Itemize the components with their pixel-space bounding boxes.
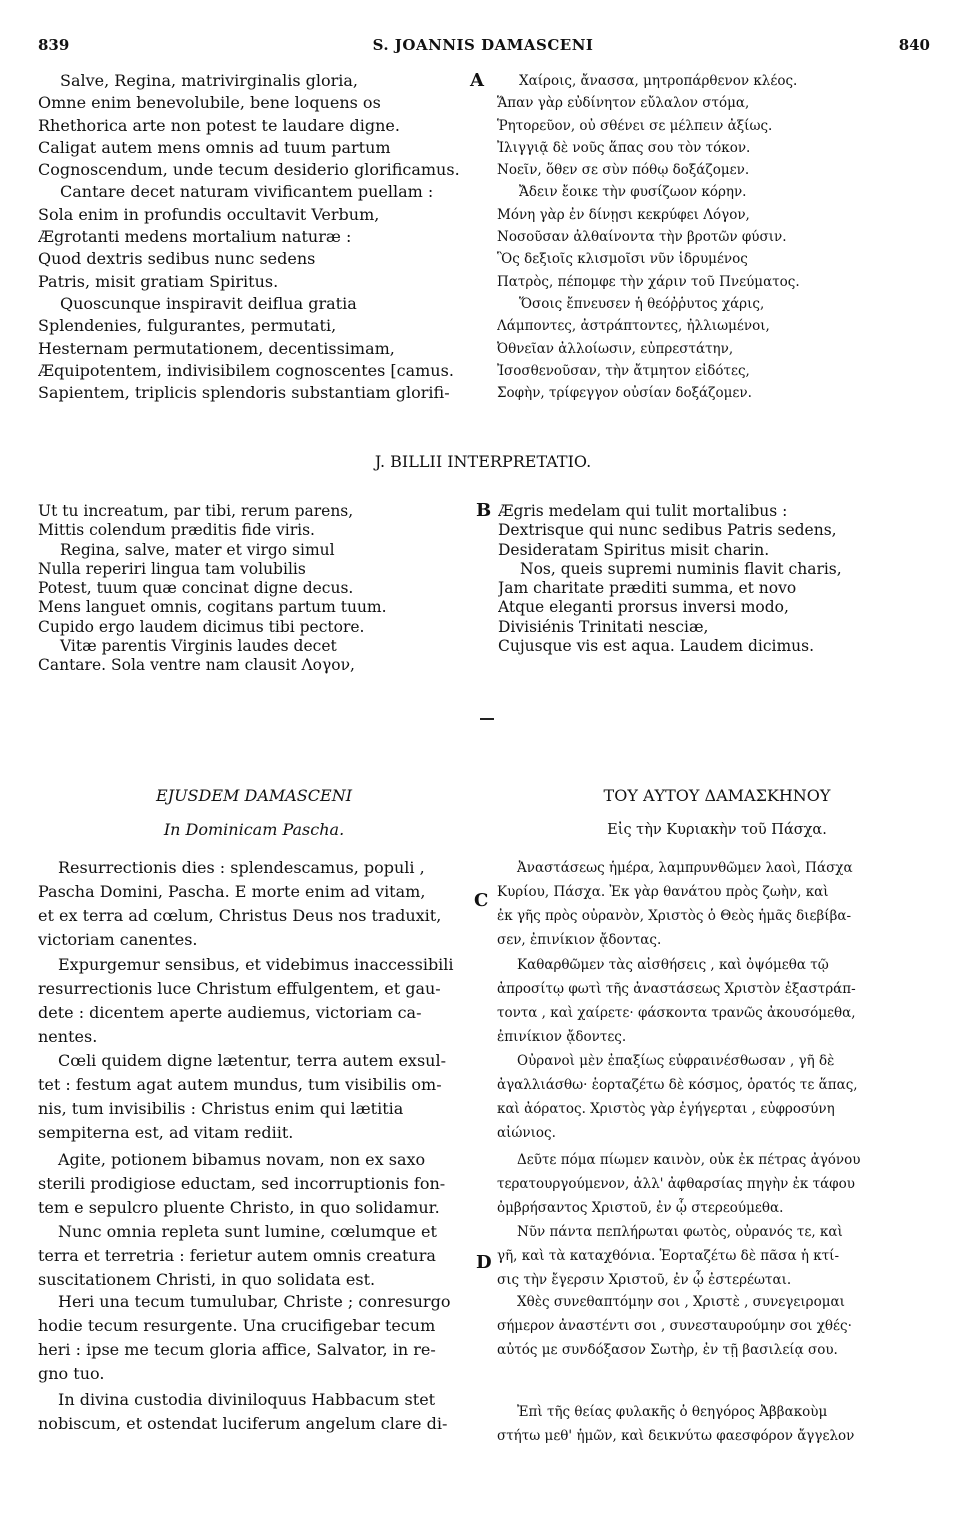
text-line: Οὐρανοὶ μὲν ἐπαξίως εὐφραινέσθωσαν , γῆ δὲ — [517, 1053, 835, 1069]
verse-line: Sola enim in profundis occultavit Verbum, — [38, 204, 380, 224]
latin-paragraph-6 — [38, 1290, 470, 1386]
latin-verse — [38, 70, 470, 404]
verse-line: Potest, tuum quæ concinat digne decus. — [38, 579, 354, 598]
verse-line: Νοεῖν, ὅθεν σε σὺν πόθῳ δοξάζομεν. — [497, 162, 750, 179]
verse-line: Caligat autem mens omnis ad tuum partum — [38, 137, 391, 157]
text-line: Pascha Domini, Pascha. E morte enim ad vitam, — [38, 882, 426, 901]
latin-paragraph-1 — [38, 856, 470, 952]
text-line: ἀπροσίτῳ φωτὶ τῆς ἀναστάσεως Χριστὸν ἐξαστράπ- — [497, 981, 856, 997]
verse-line: Ἰσοσθενοῦσαν, τὴν ἄτμητον εἰδότες, — [497, 362, 750, 379]
verse-line: Quod dextris sedibus nunc sedens — [38, 249, 316, 269]
text-line: tem e sepulcro pluente Christo, in quo solidamur. — [38, 1198, 440, 1217]
right-page-number: 840 — [898, 36, 930, 54]
text-line: στήτω μεθ' ἡμῶν, καὶ δεικνύτω φαεσφόρον ἄγγελον — [497, 1428, 855, 1444]
verse-line: Πατρὸς, πέπομφε τὴν χάριν τοῦ Πνεύματος. — [497, 273, 800, 290]
text-line: Χθὲς συνεθαπτόμην σοι , Χριστὲ , συνεγειρομαι — [517, 1294, 845, 1310]
verse-line: Ægris medelam qui tulit mortalibus : — [498, 502, 788, 520]
latin-paragraph-5 — [38, 1220, 470, 1292]
text-line: Καθαρθῶμεν τὰς αἰσθήσεις , καὶ ὀψόμεθα τῷ — [517, 957, 829, 973]
verse-line: Dextrisque qui nunc sedibus Patris sedens, — [498, 521, 837, 540]
text-line: γῆ, καὶ τὰ καταχθόνια. Ἑορταζέτω δὲ πᾶσα ἡ κτί- — [497, 1248, 840, 1264]
text-line: ὀμβρήσαντος Χριστοῦ, ἐν ᾧ στερεούμεθα. — [497, 1200, 784, 1216]
latin-paragraph-7 — [38, 1388, 470, 1436]
text-line: Κυρίου, Πάσχα. Ἐκ γὰρ θανάτου πρὸς ζωὴν, καὶ — [497, 884, 829, 900]
verse-line: Desideratam Spiritus misit charin. — [498, 540, 770, 559]
text-line: sempiterna est, ad vitam rediit. — [38, 1123, 294, 1142]
text-line: nis, tum invisibilis : Christus enim qui lætitia — [38, 1099, 404, 1118]
verse-line: Ὅσοις ἔπνευσεν ἡ θεόῤῥυτος χάρις, — [519, 295, 765, 312]
verse-line: Ῥητορεῦον, οὐ σθένει σε μέλπειν ἀξίως. — [497, 117, 773, 134]
section-divider — [480, 718, 494, 720]
text-line: hodie tecum resurgente. Una crucifigebar tecum — [38, 1316, 436, 1335]
verse-line: Νοσοῦσαν ἀλθαίνοντα τὴν βροτῶν φύσιν. — [497, 229, 787, 246]
billii-right — [498, 502, 938, 656]
text-line: Heri una tecum tumulubar, Christe ; conresurgo — [58, 1292, 451, 1311]
text-line: Resurrectionis dies : splendescamus, populi , — [58, 858, 425, 877]
text-line: et ex terra ad cœlum, Christus Deus nos traduxit, — [38, 906, 442, 925]
greek-paragraph-3 — [497, 1049, 937, 1145]
text-line: Expurgemur sensibus, et videbimus inaccessibili — [58, 955, 454, 974]
verse-line: Atque eleganti prorsus inversi modo, — [498, 598, 789, 617]
verse-line: Nulla reperiri lingua tam volubilis — [38, 559, 306, 578]
verse-line: Rhethorica arte non potest te laudare digne. — [38, 115, 400, 135]
verse-line: Cognoscendum, unde tecum desiderio glorificamus. — [38, 160, 460, 180]
text-line: Νῦν πάντα πεπλήρωται φωτὸς, οὐρανός τε, καὶ — [517, 1224, 843, 1240]
verse-line: Æquipotentem, indivisibilem cognoscentes [camus. — [38, 360, 454, 380]
text-line: τερατουργούμενον, ἀλλ' ἀφθαρσίας πηγὴν ἐκ τάφου — [497, 1176, 855, 1192]
verse-line: Jam charitate præditi summa, et novo — [498, 579, 797, 598]
running-title: S. JOANNIS DAMASCENI — [372, 36, 594, 54]
verse-line: Cupido ergo laudem dicimus tibi pectore. — [38, 617, 365, 636]
text-line: dete : dicentem aperte audiemus, victoriam ca- — [38, 1003, 422, 1022]
greek-paragraph-2 — [497, 953, 937, 1049]
text-line: gno tuo. — [38, 1364, 105, 1383]
verse-line: Ἰλιγγιᾷ δὲ νοῦς ἅπας σου τὸν τόκον. — [497, 139, 751, 156]
verse-line: Cantare. Sola ventre nam clausit Λογον, — [38, 656, 355, 675]
greek-section-subtitle: Εἰς τὴν Κυριακὴν τοῦ Πάσχα. — [607, 822, 827, 838]
text-line: τοντα , καὶ χαίρετε· φάσκοντα τρανῶς ἀκουσόμεθα, — [497, 1005, 856, 1021]
marker-a: A — [470, 70, 484, 91]
verse-line: Ὃς δεξιοῖς κλισμοῖσι νῦν ἱδρυμένος — [497, 251, 748, 268]
text-line: αἰώνιος. — [497, 1125, 556, 1141]
text-line: σις τὴν ἔγερσιν Χριστοῦ, ἐν ᾧ ἐστερέωται. — [497, 1272, 792, 1288]
verse-line: Divisiénis Trinitati nesciæ, — [498, 617, 709, 636]
verse-line: Splendenies, fulgurantes, permutati, — [38, 316, 337, 336]
text-line: tet : festum agat autem mundus, tum visibilis om- — [38, 1075, 442, 1094]
verse-line: Cujusque vis est aqua. Laudem dicimus. — [498, 637, 815, 656]
verse-line: Regina, salve, mater et virgo simul — [60, 540, 335, 559]
verse-line: Σοφὴν, τρίφεγγον οὐσίαν δοξάζομεν. — [497, 385, 752, 402]
text-line: Ἐπὶ τῆς θείας φυλακῆς ὁ θεηγόρος Ἀββακοὺμ — [517, 1404, 828, 1420]
text-line: καὶ ἀόρατος. Χριστὸς γὰρ ἐγήγερται , εὐφροσύνη — [497, 1101, 835, 1117]
text-line: Nunc omnia repleta sunt lumine, cœlumque et — [58, 1222, 437, 1241]
greek-section-title: ΤΟΥ ΑΥΤΟΥ ΔΑΜΑΣΚΗΝΟΥ — [603, 786, 831, 805]
text-line: ἐκ γῆς πρὸς οὐρανὸν, Χριστὸς ὁ Θεὸς ἡμᾶς διεβίβα- — [497, 908, 852, 924]
latin-section-title: EJUSDEM DAMASCENI — [155, 786, 353, 805]
verse-line: Χαίροις, ἄνασσα, μητροπάρθενον κλέος. — [519, 73, 798, 89]
text-line: Agite, potionem bibamus novam, non ex saxo — [58, 1150, 426, 1169]
greek-paragraph-1 — [497, 856, 937, 952]
text-line: victoriam canentes. — [38, 930, 198, 949]
verse-line: Patris, misit gratiam Spiritus. — [38, 271, 279, 291]
verse-line: Ut tu increatum, par tibi, rerum parens, — [38, 502, 354, 520]
verse-line: Sapientem, triplicis splendoris substantiam glorifi- — [38, 383, 450, 403]
greek-paragraph-7 — [497, 1400, 937, 1448]
text-line: σήμερον ἀναστέντι σοι , συνεσταυρούμην σοι χθές· — [497, 1318, 852, 1334]
text-line: sterili prodigiose eductam, sed incorruptionis fon- — [38, 1174, 446, 1193]
marker-c: C — [474, 890, 489, 911]
greek-paragraph-4 — [497, 1148, 937, 1220]
text-line: Δεῦτε πόμα πίωμεν καινὸν, οὐκ ἐκ πέτρας ἀγόνου — [517, 1152, 861, 1168]
text-line: ἀγαλλιάσθω· ἑορταζέτω δὲ κόσμος, ὁρατός τε ἅπας, — [497, 1077, 858, 1093]
verse-line: Ἅπαν γὰρ εὐδίνητον εὔλαλον στόμα, — [497, 95, 750, 112]
marker-d: D — [476, 1252, 492, 1273]
verse-line: Ægrotanti medens mortalium naturæ : — [38, 227, 352, 247]
text-line: heri : ipse me tecum gloria affice, Salvator, in re- — [38, 1340, 436, 1359]
verse-line: Cantare decet naturam vivificantem puellam : — [60, 182, 434, 202]
text-line: suscitationem Christi, in quo solidata est. — [38, 1270, 376, 1289]
text-line: Ἀναστάσεως ἡμέρα, λαμπρυνθῶμεν λαοὶ, Πάσχα — [517, 860, 853, 876]
billii-left — [38, 502, 470, 676]
text-line: nobiscum, et ostendat luciferum angelum clare di- — [38, 1414, 448, 1433]
text-line: σεν, ἐπινίκιον ᾄδοντας. — [497, 932, 662, 948]
verse-line: Omne enim benevolubile, bene loquens os — [38, 93, 381, 113]
latin-section-subtitle: In Dominicam Pascha. — [163, 820, 345, 839]
verse-line: Λάμποντες, ἀστράπτοντες, ἠλλιωμένοι, — [497, 318, 770, 335]
verse-line: Μόνη γὰρ ἐν δίνῃσι κεκρύφει Λόγον, — [497, 206, 750, 223]
text-line: terra et terretria : ferietur autem omnis creatura — [38, 1246, 436, 1265]
latin-paragraph-4 — [38, 1148, 470, 1220]
text-line: resurrectionis luce Christum effulgentem, et gau- — [38, 979, 441, 998]
verse-line: Nos, queis supremi numinis flavit charis, — [520, 559, 842, 578]
verse-line: Ὀθνεῖαν ἀλλοίωσιν, εὐπρεστάτην, — [497, 340, 734, 357]
verse-line: Vitæ parentis Virginis laudes decet — [60, 637, 337, 656]
verse-line: Quoscunque inspiravit deiflua gratia — [60, 293, 357, 313]
marker-b: B — [476, 500, 492, 521]
verse-line: Mens languet omnis, cogitans partum tuum. — [38, 598, 387, 617]
text-line: ἐπινίκιον ᾄδοντες. — [497, 1029, 627, 1045]
text-line: In divina custodia diviniloquus Habbacum stet — [58, 1390, 436, 1409]
billii-title: J. BILLII INTERPRETATIO. — [374, 452, 592, 471]
greek-verse — [497, 70, 937, 404]
verse-line: Mittis colendum præditis fide viris. — [38, 521, 315, 540]
left-page-number: 839 — [38, 36, 70, 54]
latin-paragraph-2 — [38, 953, 470, 1049]
latin-paragraph-3 — [38, 1049, 470, 1145]
verse-line: Ἄδειν ἔοικε τὴν φυσίζωον κόρην. — [519, 184, 747, 201]
text-line: Cœli quidem digne lætentur, terra autem exsul- — [58, 1051, 446, 1070]
text-line: αὐτός με συνδόξασον Σωτὴρ, ἐν τῇ βασιλείᾳ σου. — [497, 1342, 838, 1358]
verse-line: Hesternam permutationem, decentissimam, — [38, 338, 395, 358]
greek-paragraph-6 — [497, 1290, 937, 1362]
verse-line: Salve, Regina, matrivirginalis gloria, — [60, 71, 359, 90]
text-line: nentes. — [38, 1027, 98, 1046]
greek-paragraph-5 — [497, 1220, 937, 1292]
